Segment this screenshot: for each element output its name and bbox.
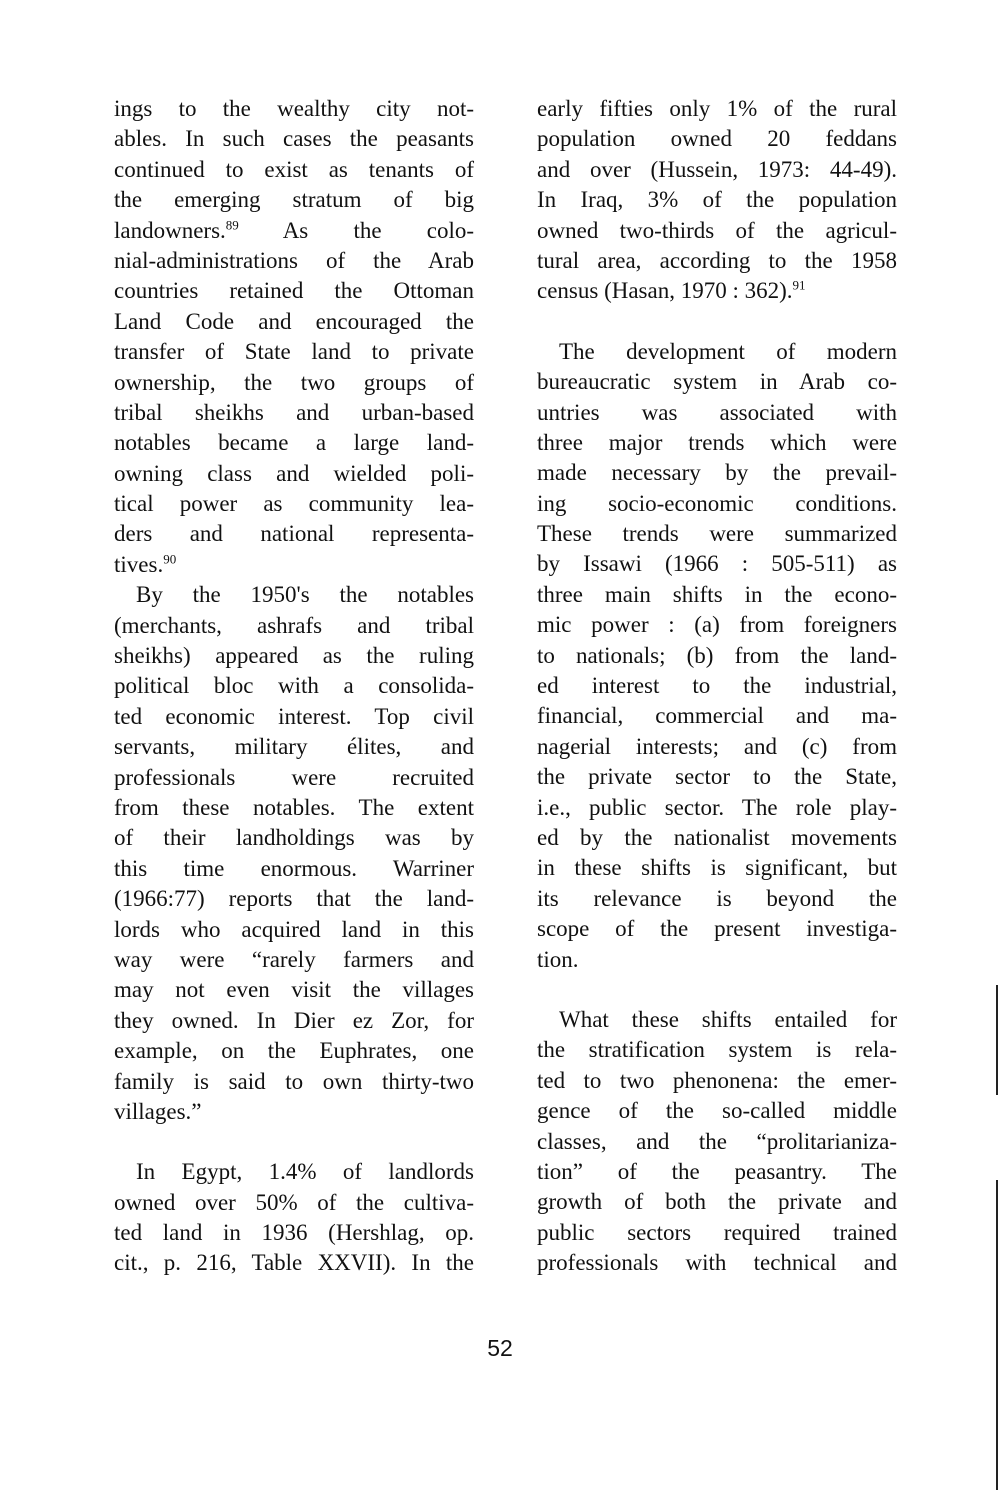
text-line: owned over 50% of the cultiva- xyxy=(114,1189,474,1215)
text-line: ing socio-economic conditions. xyxy=(537,490,897,516)
left-column xyxy=(114,94,474,1279)
text-line: early fifties only 1% of the rural xyxy=(537,96,897,121)
text-line: countries retained the Ottoman xyxy=(114,278,474,304)
text-line: (1966:77) reports that the land- xyxy=(114,886,474,912)
text-line: political bloc with a consolida- xyxy=(114,673,474,699)
right-column xyxy=(537,94,897,1278)
text-line: tion” of the peasantry. The xyxy=(537,1158,897,1184)
text-line: example, on the Euphrates, one xyxy=(114,1038,474,1064)
text-line: continued to exist as tenants of xyxy=(114,156,474,182)
text-line: the emerging stratum of big xyxy=(114,187,474,213)
text-line: from these notables. The extent xyxy=(114,794,474,820)
text-line: classes, and the “prolitarianiza- xyxy=(537,1128,897,1154)
paragraph-gap xyxy=(537,307,897,337)
text-line: ed interest to the industrial, xyxy=(537,673,897,699)
text-line: villages.” xyxy=(114,1098,202,1124)
paragraph-gap xyxy=(114,1127,474,1157)
text-line: tives.$^{90}$ xyxy=(114,551,177,577)
text-line: tural area, according to the 1958 xyxy=(537,247,897,273)
paragraph-gap xyxy=(537,975,897,1005)
text-line: professionals with technical and xyxy=(537,1250,897,1276)
text-line: untries was associated with xyxy=(537,399,897,425)
text-line: The development of modern xyxy=(559,338,897,364)
text-line: In Egypt, 1.4% of landlords xyxy=(136,1159,474,1185)
text-line: ders and national representa- xyxy=(114,521,474,547)
text-line: to nationals; (b) from the land- xyxy=(537,642,897,668)
text-line: ted to two phenonena: the emer- xyxy=(537,1067,897,1093)
text-line: i.e., public sector. The role play- xyxy=(537,794,897,820)
text-line: population owned 20 feddans xyxy=(537,126,897,152)
text-line: ownership, the two groups of xyxy=(114,369,474,395)
text-line: servants, military élites, and xyxy=(114,734,474,760)
text-line: tion. xyxy=(537,946,579,972)
text-line: nagerial interests; and (c) from xyxy=(537,733,897,759)
text-line: notables became a large land- xyxy=(114,430,474,456)
text-line: public sectors required trained xyxy=(537,1219,897,1245)
text-line: tical power as community lea- xyxy=(114,491,474,517)
text-line: may not even visit the villages xyxy=(114,977,474,1003)
text-line: ed by the nationalist movements xyxy=(537,824,897,850)
text-line: financial, commercial and ma- xyxy=(537,703,897,729)
text-line: way were “rarely farmers and xyxy=(114,946,474,972)
text-line: professionals were recruited xyxy=(114,764,474,790)
text-line: scope of the present investiga- xyxy=(537,916,897,942)
text-line: ables. In such cases the peasants xyxy=(114,126,474,152)
footnote-ref: 90 xyxy=(163,551,177,567)
text-line: ted land in 1936 (Hershlag, op. xyxy=(114,1220,474,1246)
text-line: owning class and wielded poli- xyxy=(114,460,474,486)
scan-edge-mark xyxy=(996,985,998,1095)
text-line: landowners.$^{89}$ As the colo- xyxy=(114,216,474,243)
text-line: census (Hasan, 1970 : 362).$^{91}$ xyxy=(537,277,806,304)
text-line: three major trends which were xyxy=(537,429,897,455)
footnote-ref: 91 xyxy=(792,277,806,293)
text-line: In Iraq, 3% of the population xyxy=(537,187,897,213)
text-line: made necessary by the prevail- xyxy=(537,460,897,486)
text-line: they owned. In Dier ez Zor, for xyxy=(114,1007,474,1033)
text-line: (merchants, ashrafs and tribal xyxy=(114,612,474,638)
text-line: this time enormous. Warriner xyxy=(114,855,474,881)
text-line: in these shifts is significant, but xyxy=(537,855,897,881)
text-line: transfer of State land to private xyxy=(114,339,474,365)
text-line: bureaucratic system in Arab co- xyxy=(537,369,897,395)
text-line: of their landholdings was by xyxy=(114,825,474,851)
footnote-ref: 89 xyxy=(225,216,239,232)
text-line: ted economic interest. Top civil xyxy=(114,703,474,729)
text-line: mic power : (a) from foreigners xyxy=(537,612,897,638)
page-number: 52 xyxy=(487,1335,513,1361)
text-line: three main shifts in the econo- xyxy=(537,581,897,607)
text-line: family is said to own thirty-two xyxy=(114,1068,474,1094)
text-line: by Issawi (1966 : 505-511) as xyxy=(537,551,897,577)
text-line: cit., p. 216, Table XXVII). In the xyxy=(114,1250,474,1276)
text-line: and over (Hussein, 1973: 44-49). xyxy=(537,156,897,182)
text-line: By the 1950's the notables xyxy=(136,582,474,608)
text-line: tribal sheikhs and urban-based xyxy=(114,399,474,425)
text-line: nial-administrations of the Arab xyxy=(114,247,474,273)
text-line: the private sector to the State, xyxy=(537,764,897,790)
text-line: What these shifts entailed for xyxy=(559,1006,897,1032)
text-line: lords who acquired land in this xyxy=(114,916,474,942)
text-line: owned two-thirds of the agricul- xyxy=(537,217,897,243)
text-line: ings to the wealthy city not- xyxy=(114,96,474,121)
text-line: sheikhs) appeared as the ruling xyxy=(114,643,474,669)
scan-edge-mark xyxy=(996,1180,998,1490)
text-line: These trends were summarized xyxy=(537,521,897,547)
text-line: its relevance is beyond the xyxy=(537,885,897,911)
text-line: the stratification system is rela- xyxy=(537,1037,897,1063)
text-line: gence of the so-called middle xyxy=(537,1098,897,1124)
text-line: growth of both the private and xyxy=(537,1189,897,1215)
text-line: Land Code and encouraged the xyxy=(114,308,474,334)
